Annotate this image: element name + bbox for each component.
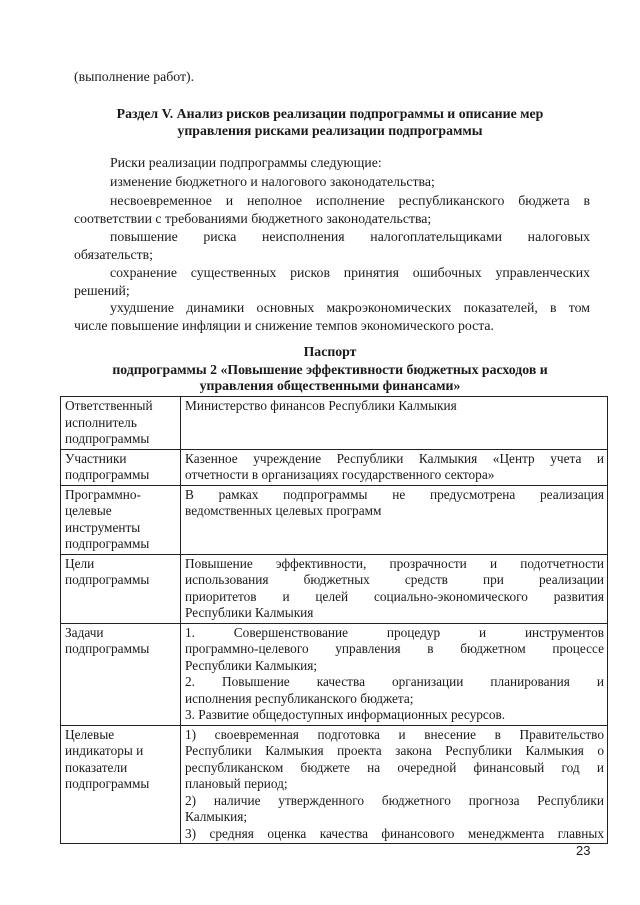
risk-item-2-cont: соответствии с требованиями бюджетного законодательства;	[74, 211, 432, 226]
row-label-participants: Участники подпрограммы	[61, 449, 181, 485]
passport-title: Паспорт	[303, 344, 357, 359]
row-label-responsible: Ответственный исполнитель подпрограммы	[61, 397, 181, 450]
passport-table	[60, 396, 608, 844]
row-value-tasks: 1. Совершенствование процедур и инструментов программно-целевого управления в бюджетном процессе Республики Калмыкия; 2. Повышение качества организации планирования и исполнения республиканского бюджета; 3. Развитие общедоступных информационных ресурсов.	[181, 623, 608, 725]
risk-item-1: изменение бюджетного и налогового законодательства;	[110, 174, 435, 189]
section-heading-line-2: управления рисками реализации подпрограммы	[177, 123, 483, 138]
risk-item-4: сохранение существенных рисков принятия ошибочных управленческих	[110, 265, 590, 280]
row-label-tasks: Задачи подпрограммы	[61, 623, 181, 725]
risk-item-4-cont: решений;	[74, 283, 130, 298]
table-row	[61, 623, 608, 725]
row-label-goals: Цели подпрограммы	[61, 554, 181, 623]
section-heading	[60, 105, 600, 139]
risks-intro: Риски реализации подпрограммы следующие:	[110, 155, 382, 170]
row-value-goals: Повышение эффективности, прозрачности и подотчетности использования бюджетных средств при реализации приоритетов и целей социально-экономического развития Республики Калмыкия	[181, 554, 608, 623]
table-row	[61, 485, 608, 554]
row-value-indicators: 1) своевременная подготовка и внесение в Правительство Республики Калмыкия проекта закона Республики Калмыкия о республиканском бюджете на очередной финансовый год и плановый период; 2) наличие утвержденного бюджетного прогноза Республики Калмыкия; 3) средняя оценка качества финансового менеджмента главных	[181, 725, 608, 844]
risk-item-3-cont: обязательств;	[74, 247, 153, 262]
risk-item-3: повышение риска неисполнения налогоплательщиками налоговых	[110, 229, 590, 244]
row-value-responsible: Министерство финансов Республики Калмыкия	[181, 397, 608, 450]
section-heading-line-1: Раздел V. Анализ рисков реализации подпрограммы и описание мер	[116, 106, 544, 121]
page-number: 23	[576, 843, 591, 858]
row-label-indicators: Целевые индикаторы и показатели подпрограммы	[61, 725, 181, 844]
passport-subtitle-1: подпрограммы 2 «Повышение эффективности бюджетных расходов и	[112, 362, 548, 377]
table-row	[61, 725, 608, 844]
row-value-instruments: В рамках подпрограммы не предусмотрена реализация ведомственных целевых программ	[181, 485, 608, 554]
table-row	[61, 554, 608, 623]
risk-item-5: ухудшение динамики основных макроэкономических показателей, в том	[110, 300, 590, 315]
row-label-instruments: Программно-целевые инструменты подпрограммы	[61, 485, 181, 554]
table-row	[61, 397, 608, 450]
risk-item-5-cont: числе повышение инфляции и снижение темпов экономического роста.	[74, 318, 495, 333]
risk-item-2: несвоевременное и неполное исполнение республиканского бюджета в	[110, 193, 590, 208]
passport-subtitle-2: управления общественными финансами»	[199, 378, 461, 393]
passport-heading	[60, 344, 600, 394]
table-row	[61, 449, 608, 485]
intro-fragment: (выполнение работ).	[74, 69, 195, 84]
row-value-participants: Казенное учреждение Республики Калмыкия «Центр учета и отчетности в организациях государственного сектора»	[181, 449, 608, 485]
